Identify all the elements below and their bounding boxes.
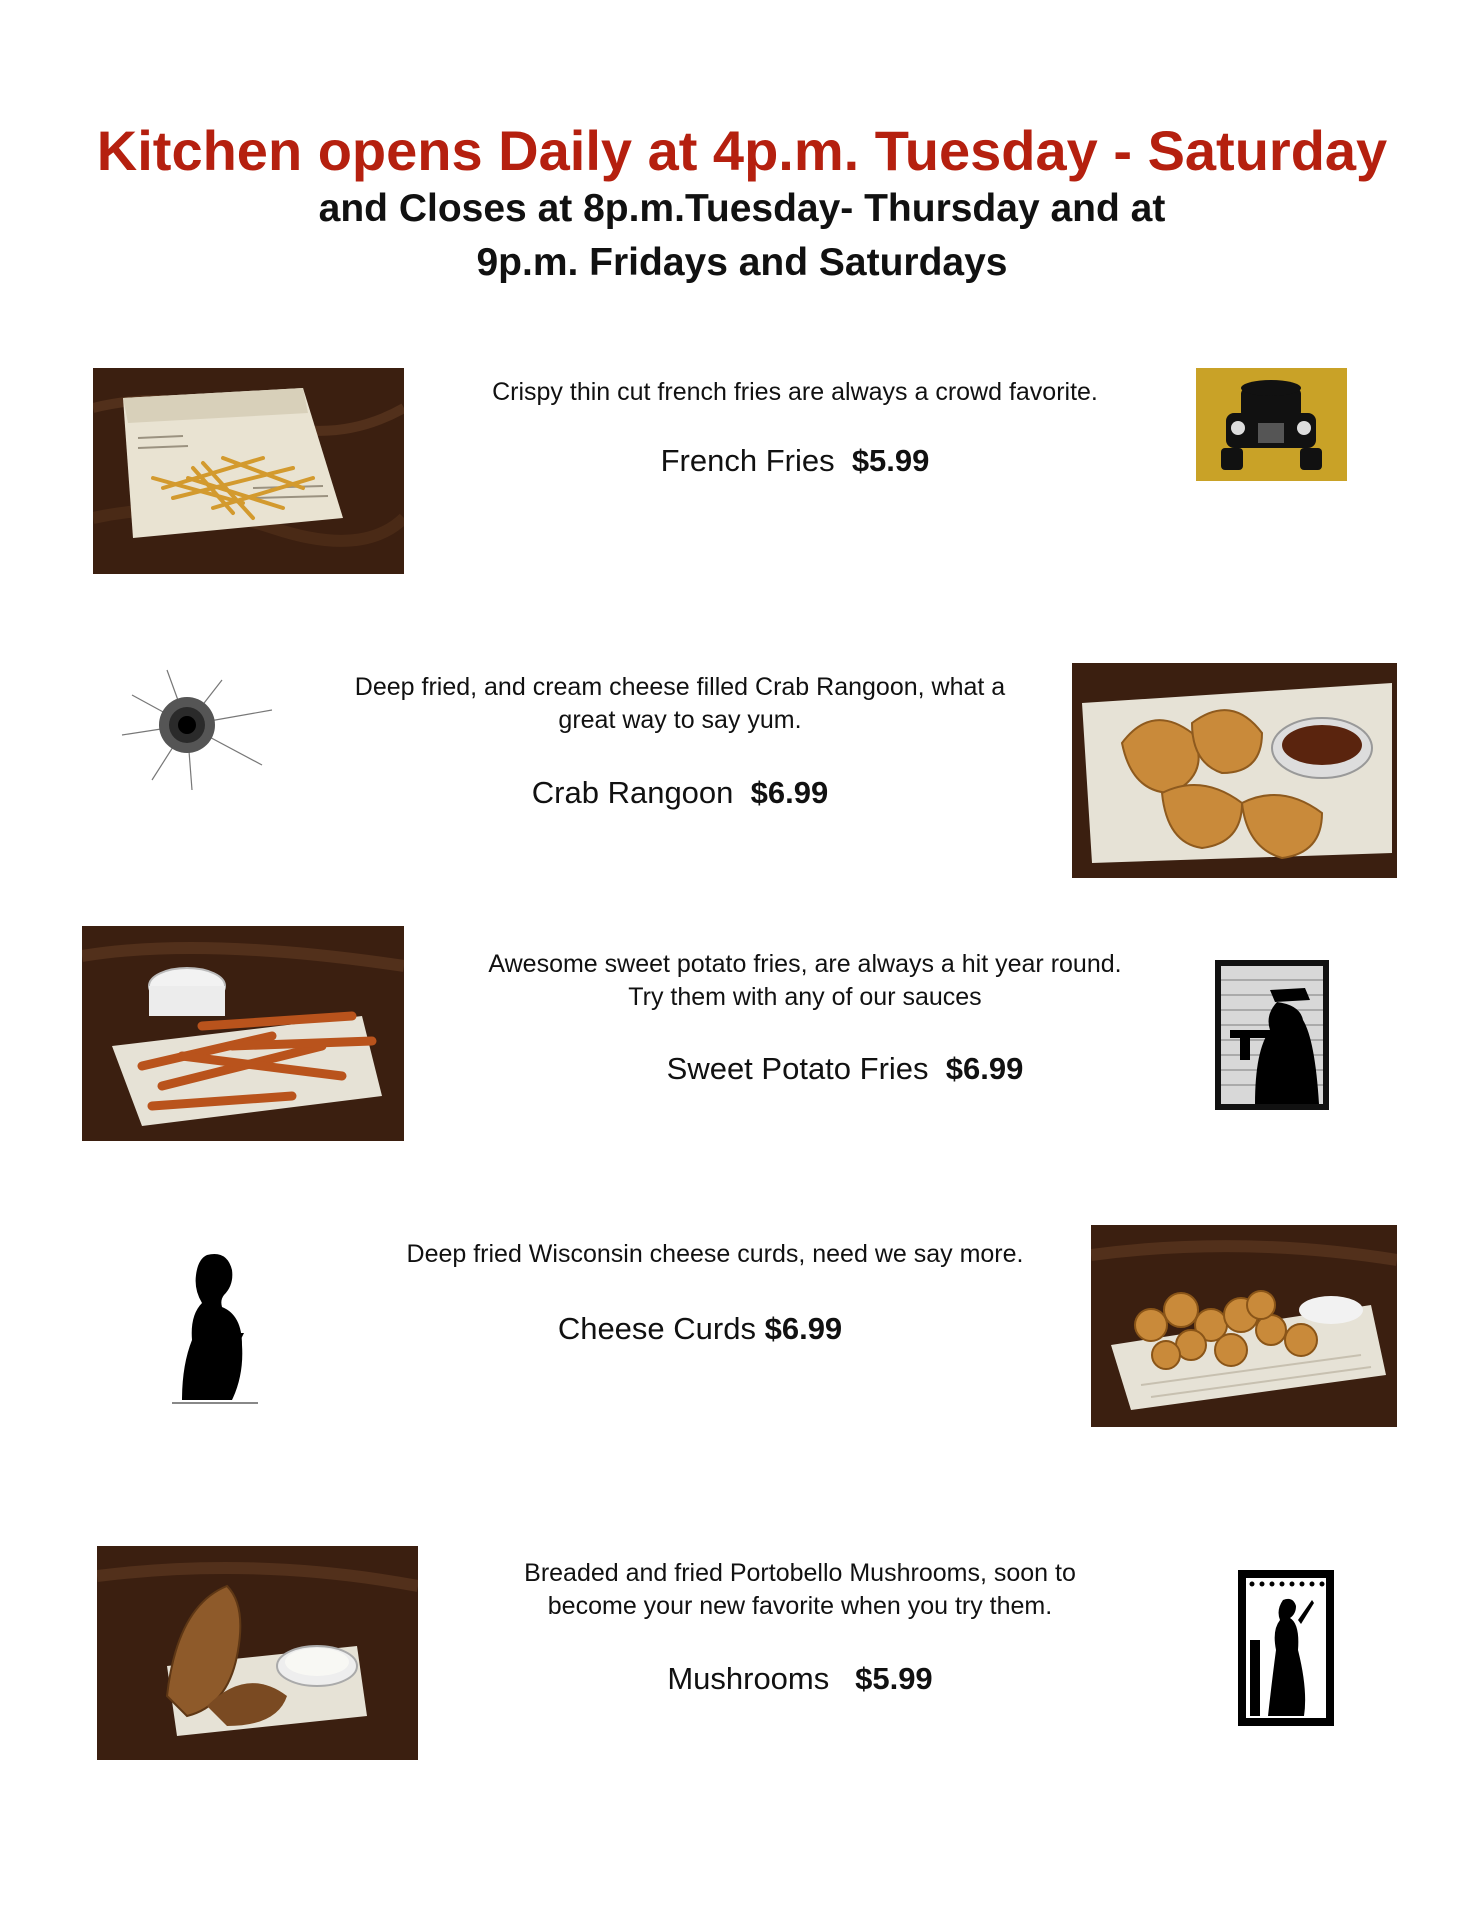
item-name: Cheese Curds [557,1311,756,1346]
header-hours-line-1: and Closes at 8p.m.Tuesday- Thursday and at [318,187,1166,230]
gangster-car-icon [1196,368,1347,481]
lady-silhouette-icon [172,1245,258,1405]
item-name: Mushrooms [667,1661,830,1696]
item-name: Sweet Potato Fries [666,1051,929,1086]
header-title: Kitchen opens Daily at 4p.m. Tuesday - Saturday [96,119,1388,182]
item-price: $6.99 [764,1311,843,1346]
item-price-line [620,1049,1070,1089]
item-name: Crab Rangoon [531,775,734,810]
item-description: Crispy thin cut french fries are always a crowd favorite. [492,378,1098,406]
gangster-silhouette-icon [1215,960,1329,1110]
sweet-potato-fries-photo [82,926,404,1141]
cheese-curds-photo [1091,1225,1397,1427]
item-price-line [420,441,1170,481]
mushrooms-photo [97,1546,418,1760]
item-price: $6.99 [750,775,829,810]
item-price: $5.99 [851,443,930,478]
flapper-poster-icon [1238,1570,1334,1726]
item-description: Deep fried, and cream cheese filled Crab Rangoon, what a great way to say yum. [354,673,1006,734]
item-price-line [420,1309,980,1349]
item-description: Awesome sweet potato fries, are always a hit year round. Try them with any of our sauces [488,950,1122,1011]
item-name: French Fries [660,443,835,478]
item-description: Deep fried Wisconsin cheese curds, need we say more. [406,1240,1024,1268]
french-fries-photo [93,368,404,574]
bullet-hole-icon [112,665,292,795]
item-description: Breaded and fried Portobello Mushrooms, soon to become your new favorite when you try them. [524,1559,1076,1620]
item-price: $5.99 [855,1661,933,1696]
header-hours-line-2: 9p.m. Fridays and Saturdays [476,241,1008,284]
crab-rangoon-photo [1072,663,1397,878]
item-price-line [300,773,1060,813]
item-price: $6.99 [945,1051,1024,1086]
item-price-line [560,1659,1040,1699]
